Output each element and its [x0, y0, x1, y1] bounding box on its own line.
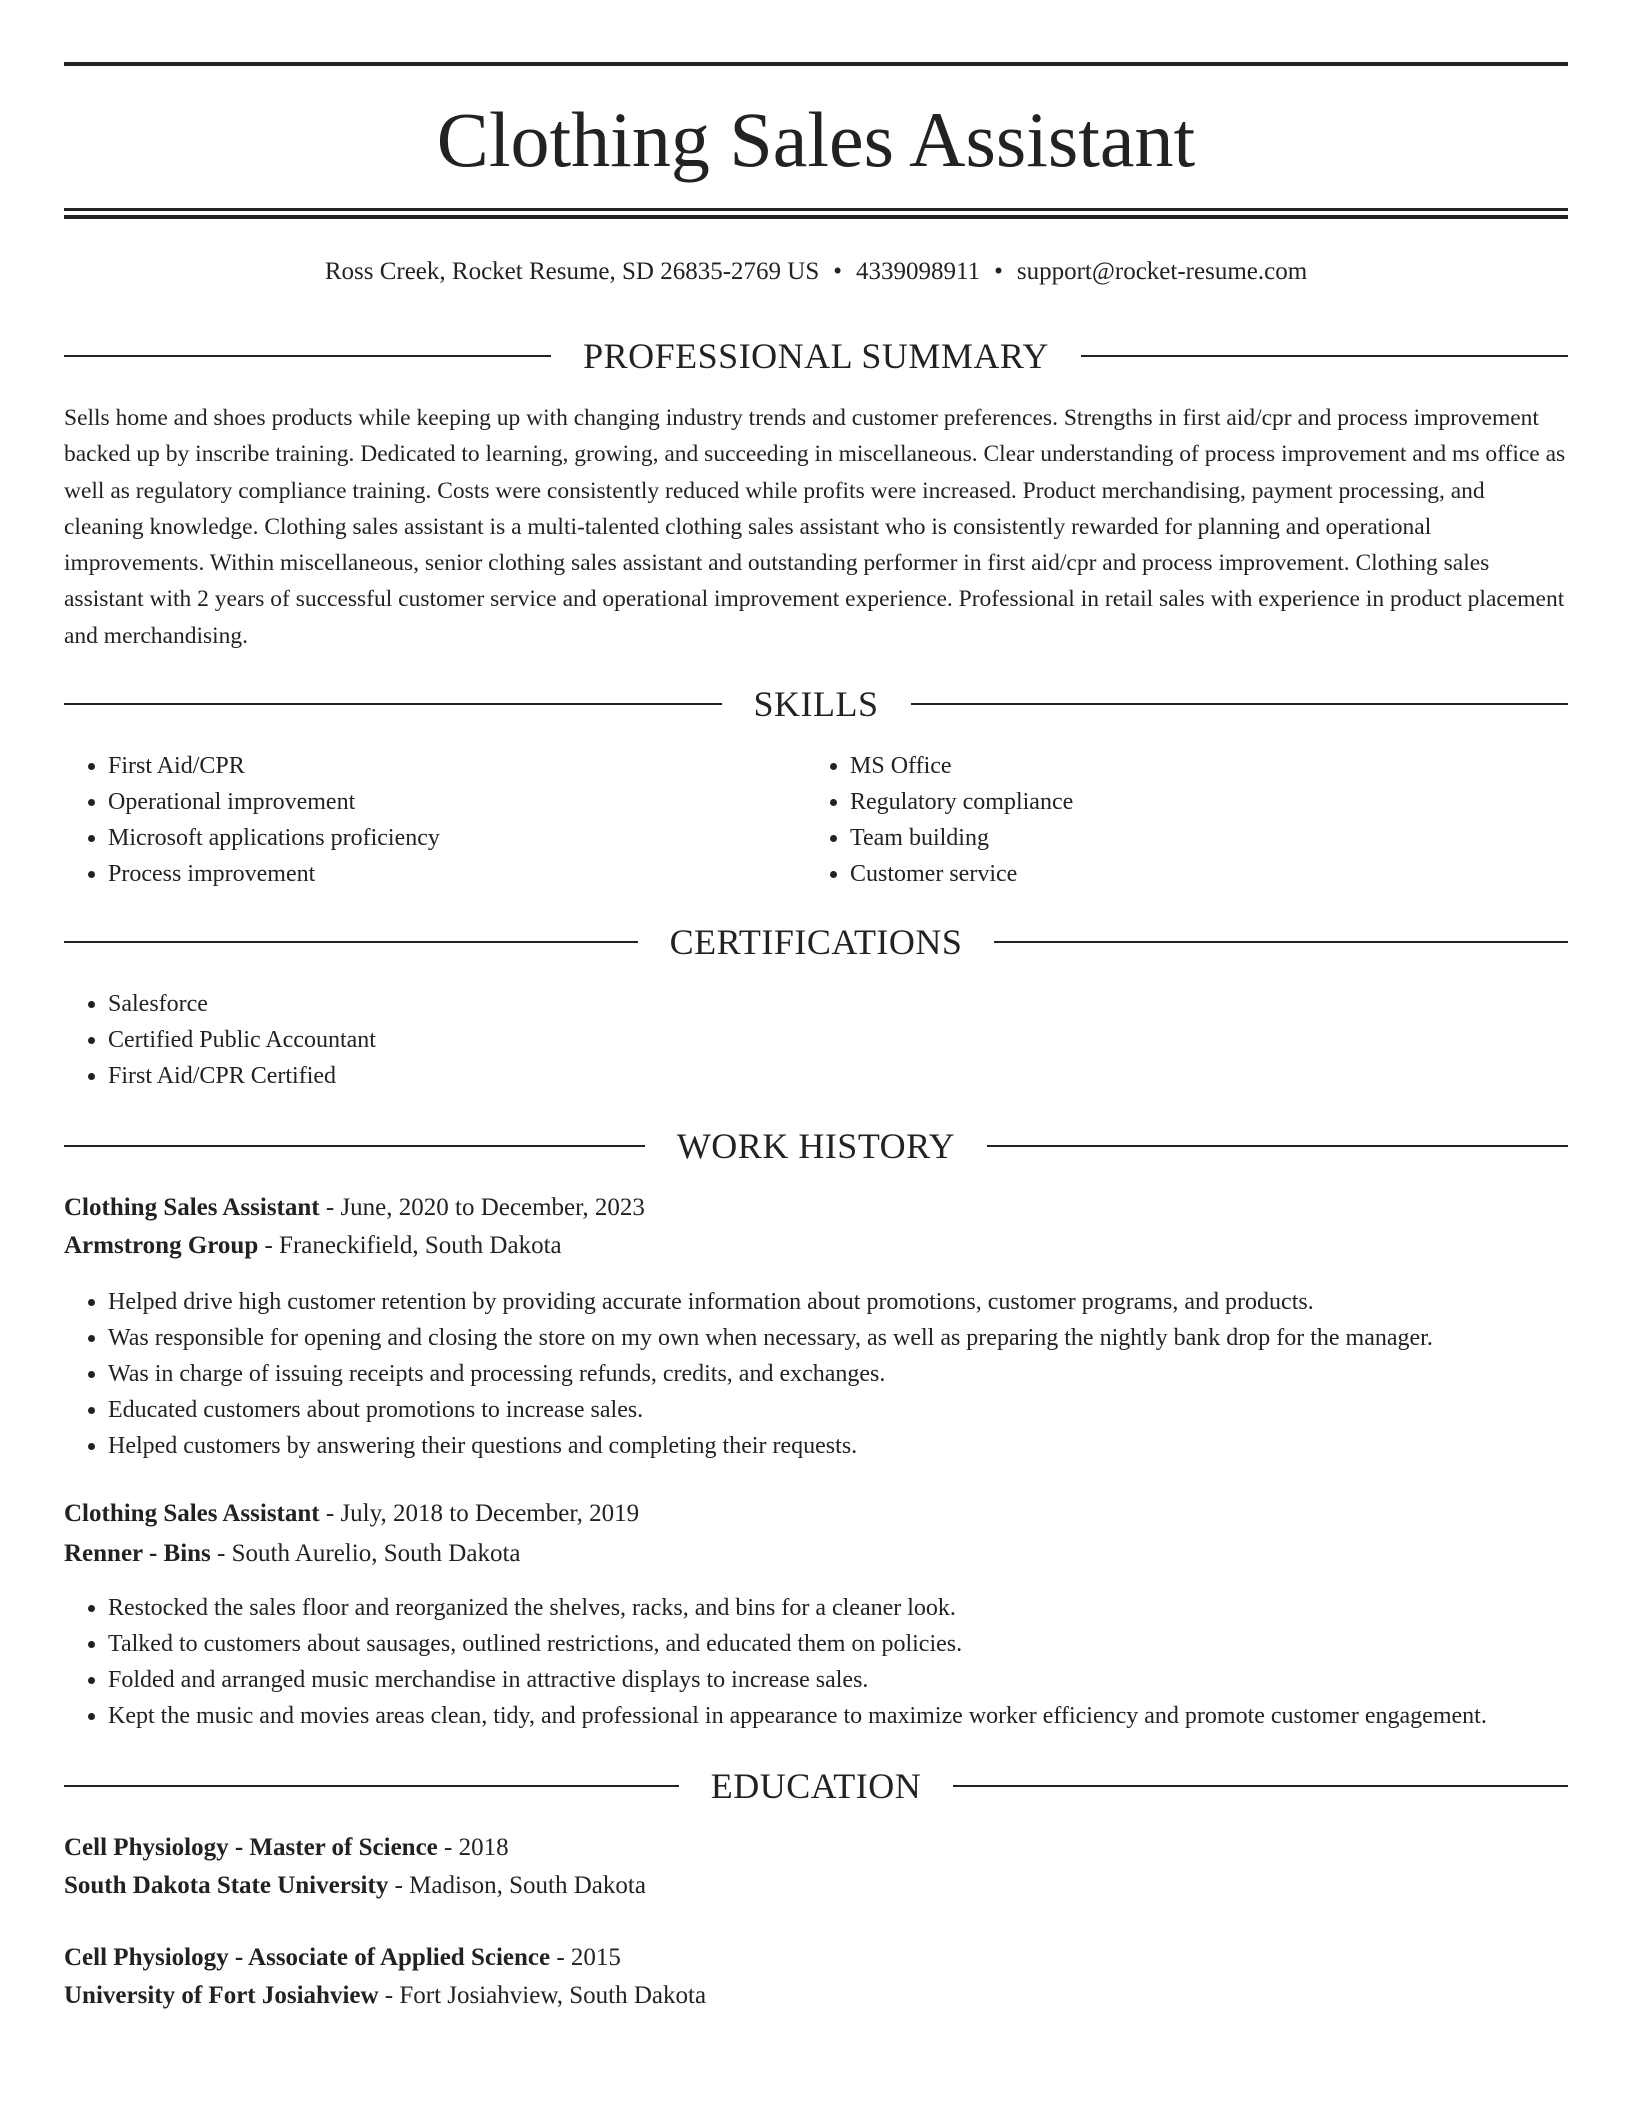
job-title: Clothing Sales Assistant	[64, 1194, 320, 1221]
job-title-line	[64, 1496, 639, 1532]
job-title: Clothing Sales Assistant	[64, 1500, 320, 1527]
job-bullet: • Restocked the sales floor and reorganized the shelves, racks, and bins for a cleaner look.	[108, 1590, 1592, 1626]
skill-item: • Process improvement	[108, 856, 440, 892]
contact-email: support@rocket-resume.com	[1016, 258, 1308, 285]
contact-separator: •	[833, 258, 843, 285]
skill-item: • First Aid/CPR	[108, 748, 440, 784]
heading-rule	[64, 355, 551, 357]
skill-item: • Microsoft applications proficiency	[108, 820, 440, 856]
job-dates: - July, 2018 to December, 2019	[319, 1500, 640, 1527]
skills-left-column	[64, 748, 440, 892]
job-company-line	[64, 1228, 562, 1264]
certification-item: • Certified Public Accountant	[108, 1022, 376, 1058]
job-bullet: • Helped customers by answering their questions and completing their requests.	[108, 1428, 1592, 1464]
job-title-line	[64, 1190, 645, 1226]
job-bullet: • Folded and arranged music merchandise in attractive displays to increase sales.	[108, 1662, 1592, 1698]
skill-item: • Team building	[850, 820, 1073, 856]
job-company: Armstrong Group	[64, 1232, 259, 1259]
heading-rule	[64, 1145, 645, 1147]
education-school: University of Fort Josiahview	[64, 1982, 379, 2009]
contact-separator: •	[994, 258, 1003, 285]
contact-line	[64, 256, 1568, 288]
resume-title: Clothing Sales Assistant	[436, 96, 1196, 183]
education-school-line	[64, 1868, 646, 1904]
education-degree-line	[64, 1830, 509, 1866]
certification-item: • First Aid/CPR Certified	[108, 1058, 376, 1094]
heading-rule	[987, 1145, 1568, 1147]
top-rule	[64, 62, 1568, 66]
heading-rule	[953, 1785, 1568, 1787]
job-location: - South Aurelio, South Dakota	[210, 1540, 521, 1567]
job-location: - Franeckifield, South Dakota	[258, 1232, 562, 1259]
education-year: - 2015	[550, 1944, 621, 1971]
education-school: South Dakota State University	[64, 1872, 389, 1899]
certifications-heading-label: CERTIFICATIONS	[669, 922, 963, 962]
certifications-heading	[64, 920, 1568, 964]
education-heading-label: EDUCATION	[710, 1766, 922, 1806]
job-bullets	[64, 1590, 1592, 1734]
work-heading	[64, 1124, 1568, 1168]
education-degree: Cell Physiology - Associate of Applied Science	[64, 1944, 551, 1971]
work-heading-label: WORK HISTORY	[676, 1126, 956, 1166]
job-bullet: • Helped drive high customer retention by providing accurate information about promotions, customer programs, and products.	[108, 1284, 1592, 1320]
heading-rule	[994, 941, 1568, 943]
certifications-list	[64, 986, 376, 1094]
skills-right-column	[806, 748, 1073, 892]
job-bullet: • Kept the music and movies areas clean, tidy, and professional in appearance to maximize worker efficiency and promote customer engagement.	[108, 1698, 1592, 1734]
summary-heading-label: PROFESSIONAL SUMMARY	[583, 336, 1049, 376]
education-degree: Cell Physiology - Master of Science	[64, 1834, 438, 1861]
skill-item: • Customer service	[850, 856, 1073, 892]
education-school-line	[64, 1978, 706, 2014]
skill-item: • Operational improvement	[108, 784, 440, 820]
education-degree-line	[64, 1940, 621, 1976]
job-bullets	[64, 1284, 1592, 1464]
education-location: - Madison, South Dakota	[388, 1872, 646, 1899]
job-company: Renner - Bins	[64, 1540, 211, 1567]
summary-text: Sells home and shoes products while keeping up with changing industry trends and customer preferences. Strengths in first aid/cpr and process improvement backed up by inscribe training. Dedicated to learning, growing, and succeeding in miscellaneous. Clear understanding of process improvement and ms office as well as regulatory compliance training. Costs were consistently reduced while profits were increased. Product merchandising, payment processing, and cleaning knowledge. Clothing sales assistant is a multi-talented clothing sales assistant who is consistently rewarded for planning and operational improvements. Within miscellaneous, senior clothing sales assistant and outstanding performer in first aid/cpr and process improvement. Clothing sales assistant with 2 years of successful customer service and operational improvement experience. Professional in retail sales with experience in product placement and merchandising.	[64, 405, 1566, 649]
job-bullet: • Talked to customers about sausages, outlined restrictions, and educated them on policies.	[108, 1626, 1592, 1662]
heading-rule	[64, 703, 722, 705]
heading-rule	[1081, 355, 1568, 357]
skills-heading	[64, 682, 1568, 726]
contact-address: Ross Creek, Rocket Resume, SD 26835-2769 US	[324, 258, 820, 285]
heading-rule	[64, 1785, 679, 1787]
contact-phone: 4339098911	[856, 258, 981, 285]
title-double-rule	[64, 208, 1568, 219]
job-bullet: • Was responsible for opening and closing the store on my own when necessary, as well as preparing the nightly bank drop for the manager.	[108, 1320, 1592, 1356]
certification-item: • Salesforce	[108, 986, 376, 1022]
job-bullet: • Was in charge of issuing receipts and processing refunds, credits, and exchanges.	[108, 1356, 1592, 1392]
education-year: - 2018	[437, 1834, 509, 1861]
summary-heading	[64, 334, 1568, 378]
skill-item: • MS Office	[850, 748, 1073, 784]
heading-rule	[64, 941, 638, 943]
heading-rule	[911, 703, 1569, 705]
job-company-line	[64, 1536, 521, 1572]
education-location: - Fort Josiahview, South Dakota	[378, 1982, 707, 2009]
job-bullet: • Educated customers about promotions to increase sales.	[108, 1392, 1592, 1428]
skills-heading-label: SKILLS	[753, 684, 879, 724]
skill-item: • Regulatory compliance	[850, 784, 1073, 820]
job-dates: - June, 2020 to December, 2023	[319, 1194, 645, 1221]
education-heading	[64, 1764, 1568, 1808]
